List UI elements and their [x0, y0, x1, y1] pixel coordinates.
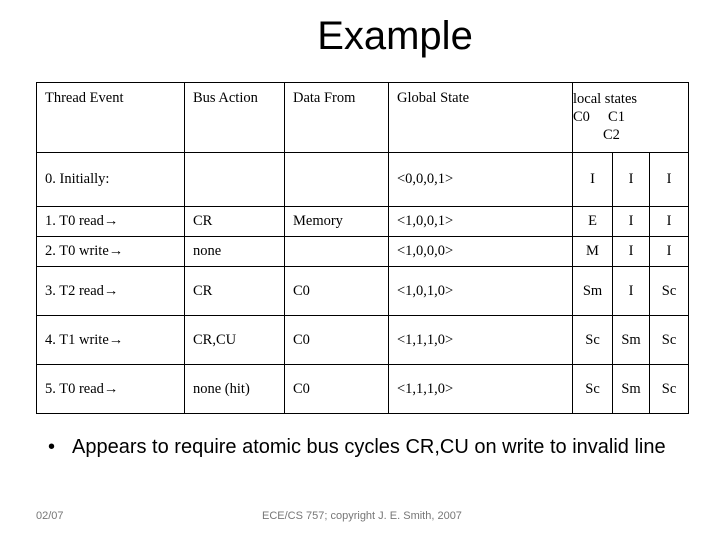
cell-global-state: <1,0,0,1> [389, 207, 573, 237]
cell-c0-state: Sc [573, 365, 613, 414]
coherence-table [36, 82, 689, 414]
cell-c2-state: Sc [650, 316, 689, 365]
cell-data-from: C0 [285, 316, 389, 365]
cell-global-state: <1,1,1,0> [389, 316, 573, 365]
cell-data-from [285, 153, 389, 207]
cell-global-state: <1,0,1,0> [389, 267, 573, 316]
table-row [37, 365, 689, 414]
table-row [37, 207, 689, 237]
cell-event: 5. T0 read→ [37, 365, 185, 414]
bullet-icon: • [48, 436, 56, 458]
cell-c2-state: I [650, 153, 689, 207]
cell-bus-action: CR,CU [185, 316, 285, 365]
cell-c1-state: I [613, 237, 650, 267]
header-local-states-c2: C2 [603, 127, 620, 143]
cell-event: 4. T1 write→ [37, 316, 185, 365]
cell-c1-state: I [613, 267, 650, 316]
cell-data-from [285, 237, 389, 267]
cell-bus-action: none [185, 237, 285, 267]
cell-data-from: C0 [285, 267, 389, 316]
header-bus-action: Bus Action [185, 83, 285, 153]
cell-c2-state: I [650, 237, 689, 267]
header-data-from: Data From [285, 83, 389, 153]
cell-bus-action: CR [185, 267, 285, 316]
cell-c1-state: I [613, 153, 650, 207]
cell-bus-action: none (hit) [185, 365, 285, 414]
cell-event: 3. T2 read→ [37, 267, 185, 316]
header-local-states-title: local states [573, 91, 638, 107]
cell-global-state: <1,1,1,0> [389, 365, 573, 414]
table-header-row [37, 83, 689, 153]
cell-c0-state: M [573, 237, 613, 267]
cell-c0-state: I [573, 153, 613, 207]
footer-copyright: ECE/CS 757; copyright J. E. Smith, 2007 [262, 510, 462, 522]
table-row [37, 153, 689, 207]
cell-c0-state: Sc [573, 316, 613, 365]
cell-c1-state: Sm [613, 365, 650, 414]
cell-c2-state: Sc [650, 365, 689, 414]
footer-date: 02/07 [36, 510, 64, 522]
table-row [37, 267, 689, 316]
cell-event: 1. T0 read→ [37, 207, 185, 237]
header-local-states-c0-c1: C0 C1 [573, 109, 625, 125]
cell-data-from: Memory [285, 207, 389, 237]
cell-c1-state: Sm [613, 316, 650, 365]
cell-global-state: <1,0,0,0> [389, 237, 573, 267]
cell-event: 2. T0 write→ [37, 237, 185, 267]
cell-c0-state: Sm [573, 267, 613, 316]
table-row [37, 237, 689, 267]
bullet-point [48, 434, 720, 460]
cell-bus-action [185, 153, 285, 207]
table-row [37, 316, 689, 365]
bullet-text: Appears to require atomic bus cycles CR,CU on write to invalid line [72, 436, 666, 458]
header-local-states [573, 83, 689, 153]
cell-event: 0. Initially: [37, 153, 185, 207]
cell-data-from: C0 [285, 365, 389, 414]
cell-c1-state: I [613, 207, 650, 237]
cell-c0-state: E [573, 207, 613, 237]
header-thread-event: Thread Event [37, 83, 185, 153]
slide-title: Example [317, 14, 473, 58]
cell-bus-action: CR [185, 207, 285, 237]
header-global-state: Global State [389, 83, 573, 153]
cell-c2-state: Sc [650, 267, 689, 316]
cell-c2-state: I [650, 207, 689, 237]
cell-global-state: <0,0,0,1> [389, 153, 573, 207]
